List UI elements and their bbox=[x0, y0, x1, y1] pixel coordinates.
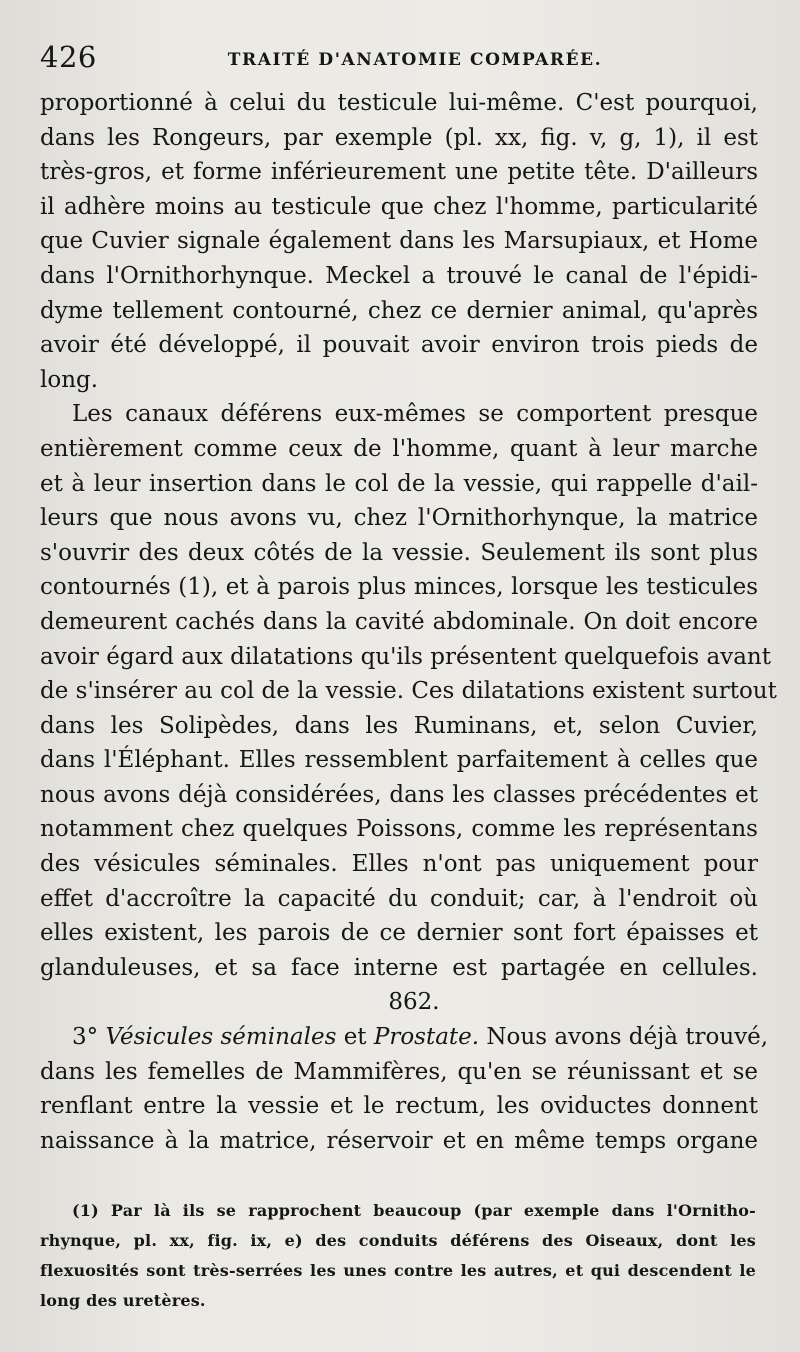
page-header bbox=[40, 40, 770, 80]
text-line: contournés (1), et à parois plus minces, lorsque les testicules bbox=[40, 574, 758, 601]
footnotes bbox=[40, 1196, 756, 1316]
text-line: des vésicules séminales. Elles n'ont pas uniquement pour bbox=[40, 851, 758, 878]
text-line: nous avons déjà considérées, dans les classes précédentes et bbox=[40, 781, 758, 808]
text-line: dans les femelles de Mammifères, qu'en se réunissant et se bbox=[40, 1058, 758, 1085]
text-line: dans les Rongeurs, par exemple (pl. xx, fig. v, g, 1), il est bbox=[40, 124, 758, 151]
text-line: elles existent, les parois de ce dernier sont fort épaisses et bbox=[40, 920, 758, 947]
text-line: leurs que nous avons vu, chez l'Ornithorhynque, la matrice bbox=[40, 505, 758, 532]
text-line: il adhère moins au testicule que chez l'homme, particularité bbox=[40, 193, 758, 220]
text-line: naissance à la matrice, réservoir et en même temps organe bbox=[40, 1127, 758, 1154]
section-first-line-rest: Nous avons déjà trouvé, bbox=[486, 1024, 769, 1051]
text-line: avoir été développé, il pouvait avoir environ trois pieds de bbox=[40, 332, 758, 359]
text-line: Les canaux déférens eux-mêmes se comportent presque bbox=[72, 401, 758, 428]
running-head: TRAITÉ D'ANATOMIE COMPARÉE. bbox=[227, 50, 603, 70]
footnote-line: rhynque, pl. xx, fig. ix, e) des conduits déférens des Oiseaux, dont les bbox=[40, 1231, 756, 1250]
text-line: effet d'accroître la capacité du conduit; car, à l'endroit où bbox=[40, 885, 758, 912]
text-line: notamment chez quelques Poissons, comme les représentans bbox=[40, 816, 758, 843]
footnote-line: flexuosités sont très-serrées les unes contre les autres, et qui descendent le bbox=[40, 1261, 756, 1280]
section-number: 862. bbox=[388, 989, 440, 1016]
main-text bbox=[40, 86, 777, 1158]
page-number: 426 bbox=[40, 40, 97, 74]
text-line: dans l'Éléphant. Elles ressemblent parfaitement à celles que bbox=[40, 747, 758, 774]
text-line: de s'insérer au col de la vessie. Ces dilatations existent surtout bbox=[40, 678, 777, 705]
text-line: entièrement comme ceux de l'homme, quant à leur marche bbox=[40, 435, 758, 462]
text-line: dyme tellement contourné, chez ce dernier animal, qu'après bbox=[40, 297, 758, 324]
section-heading-conjunction: et bbox=[343, 1024, 367, 1051]
text-line: dans les Solipèdes, dans les Ruminans, et, selon Cuvier, bbox=[40, 712, 758, 739]
text-line: renflant entre la vessie et le rectum, les oviductes donnent bbox=[40, 1093, 758, 1120]
section-heading-vesicules: Vésicules séminales bbox=[105, 1024, 337, 1051]
section-heading-line bbox=[40, 1020, 769, 1055]
text-line: très-gros, et forme inférieurement une petite tête. D'ailleurs bbox=[40, 159, 758, 186]
text-line: glanduleuses, et sa face interne est partagée en cellules. bbox=[40, 954, 758, 981]
text-line: demeurent cachés dans la cavité abdominale. On doit encore bbox=[40, 608, 758, 635]
footnote-line: long des uretères. bbox=[40, 1291, 206, 1310]
footnote-line: (1) Par là ils se rapprochent beaucoup (par exemple dans l'Ornitho- bbox=[72, 1201, 756, 1220]
text-line: avoir égard aux dilatations qu'ils présentent quelquefois avant bbox=[40, 643, 771, 670]
section-heading-prostate: Prostate. bbox=[373, 1024, 480, 1051]
text-line: s'ouvrir des deux côtés de la vessie. Seulement ils sont plus bbox=[40, 539, 758, 566]
text-line: et à leur insertion dans le col de la vessie, qui rappelle d'ail- bbox=[40, 470, 758, 497]
text-line: dans l'Ornithorhynque. Meckel a trouvé le canal de l'épidi- bbox=[40, 262, 758, 289]
text-line: que Cuvier signale également dans les Marsupiaux, et Home bbox=[40, 228, 758, 255]
text-line: long. bbox=[40, 366, 99, 393]
text-line: proportionné à celui du testicule lui-même. C'est pourquoi, bbox=[40, 90, 758, 116]
section-lead-number: 3° bbox=[72, 1024, 99, 1051]
